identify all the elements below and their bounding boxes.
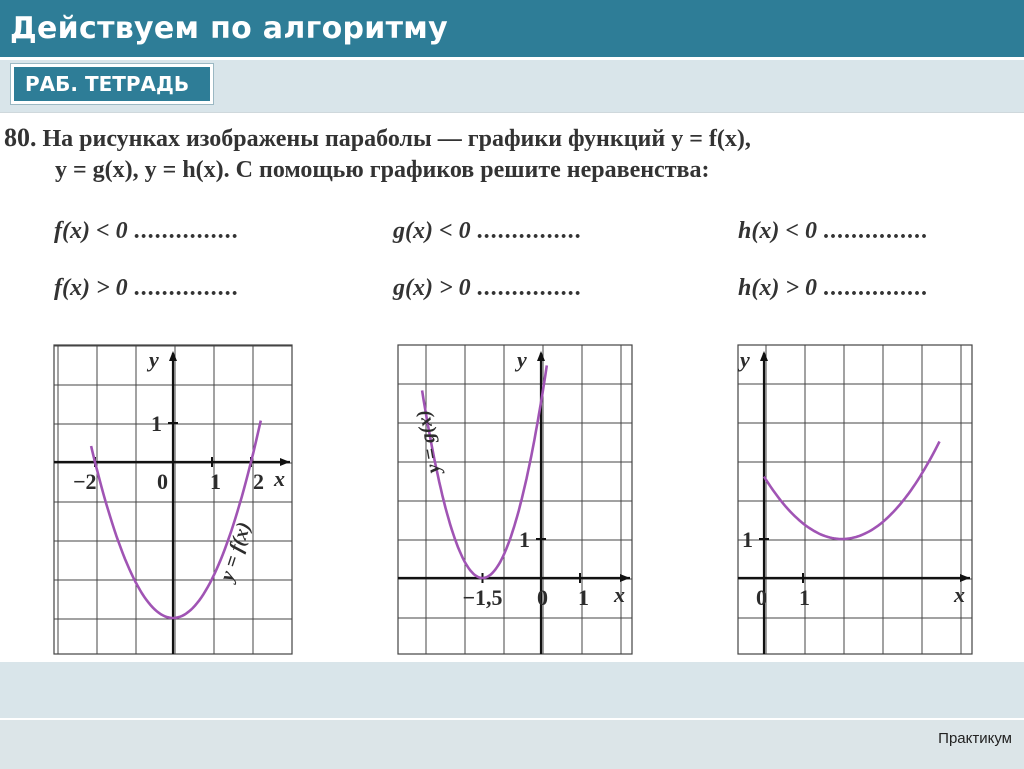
x-tick-label: 1 (578, 585, 589, 610)
bottom-band (0, 662, 1024, 718)
inequality-expr: f(x) > 0 (54, 275, 128, 301)
inequality-g-greater (393, 275, 582, 302)
x-tick-label: 1 (799, 585, 810, 610)
inequality-f-greater (54, 275, 239, 302)
y-axis-arrow (760, 351, 768, 361)
y-tick-label: 1 (742, 527, 753, 552)
x-tick-label: −1,5 (462, 585, 503, 610)
footer-label: Практикум (938, 730, 1012, 747)
answer-blank[interactable]: ............... (823, 275, 929, 301)
inequality-expr: g(x) > 0 (393, 275, 471, 301)
x-tick-label: 1 (210, 469, 221, 494)
graph-g (396, 342, 641, 662)
y-axis-label: y (149, 347, 159, 372)
x-axis-arrow (280, 458, 290, 466)
y-axis-label: y (517, 347, 527, 372)
inequality-expr: h(x) > 0 (738, 275, 818, 301)
x-tick-label: 0 (756, 585, 767, 610)
parabola-curve (764, 442, 940, 540)
answer-blank[interactable]: ............... (476, 275, 582, 301)
x-axis-label: x (614, 582, 625, 607)
grid (398, 345, 632, 654)
y-axis-arrow (537, 351, 545, 361)
inequality-g-less (393, 218, 582, 245)
x-axis-label: x (274, 466, 285, 491)
workbook-badge: РАБ. ТЕТРАДЬ (11, 64, 213, 104)
x-tick-label: 0 (537, 585, 548, 610)
parabola-curve (91, 421, 261, 618)
x-tick-label: 0 (157, 469, 168, 494)
x-tick-label: −2 (73, 469, 97, 494)
task-line-1-text: На рисунках изображены параболы — графики функций y = f(x), (42, 126, 751, 152)
slide-title: Действуем по алгоритму (10, 11, 448, 46)
task-line-1 (4, 122, 1024, 155)
grid-border (738, 345, 972, 654)
graph-h (736, 342, 981, 662)
grid-border (398, 345, 632, 654)
y-tick-label: 1 (151, 411, 162, 436)
y-tick-label: 1 (519, 527, 530, 552)
curve-label: y = f(x) (215, 519, 256, 584)
inequality-h-less (738, 218, 928, 245)
answer-blank[interactable]: ............... (133, 218, 239, 244)
curve-label: y = g(x) (412, 408, 445, 475)
answer-blank[interactable]: ............... (476, 218, 582, 244)
task-line-2: y = g(x), y = h(x). С помощью графиков решите неравенства: (55, 157, 710, 183)
task-text (4, 122, 1024, 186)
answer-blank[interactable]: ............... (133, 275, 239, 301)
inequality-expr: g(x) < 0 (393, 218, 471, 244)
inequality-expr: h(x) < 0 (738, 218, 818, 244)
x-axis-arrow (620, 574, 630, 582)
x-axis-label: x (954, 582, 965, 607)
footer (0, 718, 1024, 769)
x-axis-arrow (960, 574, 970, 582)
inequality-expr: f(x) < 0 (54, 218, 128, 244)
grid (738, 345, 972, 654)
task-number: 80. (4, 123, 37, 152)
inequality-f-less (54, 218, 239, 245)
title-bar (0, 0, 1024, 60)
x-tick-label: 2 (253, 469, 264, 494)
inequality-h-greater (738, 275, 928, 302)
answer-blank[interactable]: ............... (823, 218, 929, 244)
y-axis-arrow (169, 351, 177, 361)
graph-f (52, 342, 297, 662)
y-axis-label: y (740, 347, 750, 372)
